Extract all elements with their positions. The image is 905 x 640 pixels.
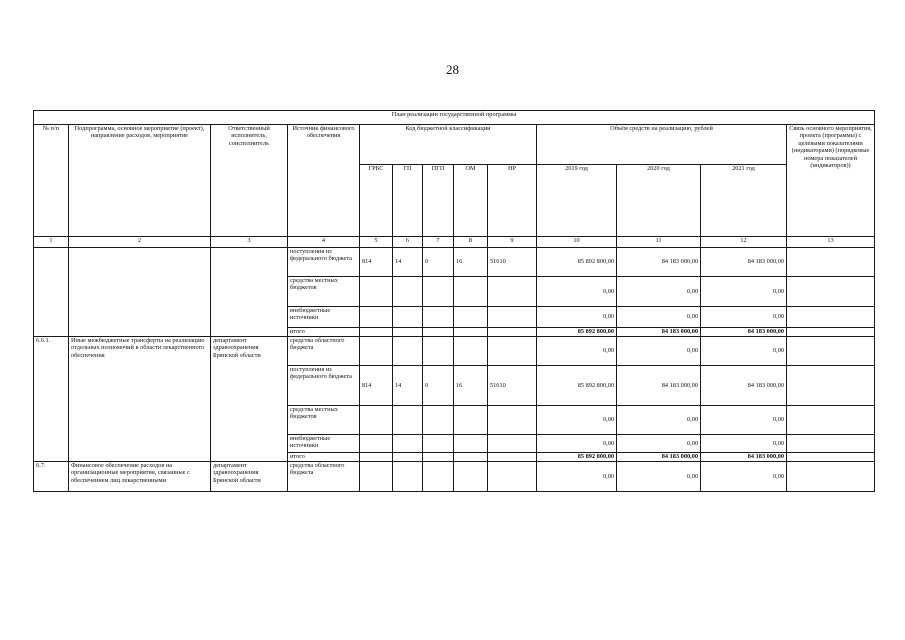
column-number: 3 — [211, 237, 288, 248]
row-title-cell: Финансовое обеспечение расходов на организационные мероприятия, связанные с обеспечением лиц лекарственными — [69, 462, 211, 492]
value-2021-cell: 0,00 — [701, 462, 787, 492]
indicator-link-cell — [787, 453, 875, 462]
value-2020-cell: 0,00 — [617, 277, 701, 307]
indicator-link-cell — [787, 248, 875, 277]
total-2019-cell: 85 892 800,00 — [537, 453, 617, 462]
header-budget-code: Код бюджетной классификации — [360, 125, 537, 165]
column-number: 2 — [69, 237, 211, 248]
source-total-cell: итого — [288, 453, 360, 462]
nr-cell — [488, 337, 537, 366]
value-2020-cell: 0,00 — [617, 462, 701, 492]
header-pgp: ПГП — [423, 165, 454, 237]
grbs-cell: 814 — [360, 366, 393, 406]
value-2020-cell: 84 183 000,00 — [617, 248, 701, 277]
header-gp: ГП — [393, 165, 423, 237]
source-cell: средства областного бюджета — [288, 337, 360, 366]
value-2021-cell: 84 183 000,00 — [701, 248, 787, 277]
value-2021-cell: 0,00 — [701, 435, 787, 453]
gp-cell — [393, 337, 423, 366]
value-2021-cell: 0,00 — [701, 307, 787, 328]
pgp-cell: 0 — [423, 366, 454, 406]
value-2019-cell: 85 892 800,00 — [537, 366, 617, 406]
om-cell — [454, 406, 488, 435]
gp-cell: 14 — [393, 248, 423, 277]
om-cell: 16 — [454, 248, 488, 277]
value-2020-cell: 84 183 000,00 — [617, 366, 701, 406]
nr-cell — [488, 435, 537, 453]
column-number: 9 — [488, 237, 537, 248]
row-title-cell: Иные межбюджетные трансферты на реализацию отдельных полномочий в области лекарственного обеспечения — [69, 337, 211, 462]
total-2020-cell: 84 183 000,00 — [617, 328, 701, 337]
column-number: 7 — [423, 237, 454, 248]
source-cell: поступления из федерального бюджета — [288, 366, 360, 406]
grbs-cell — [360, 328, 393, 337]
value-2019-cell: 0,00 — [537, 435, 617, 453]
om-cell — [454, 307, 488, 328]
row-num-cell: 6.7. — [34, 462, 69, 492]
row-num-cell — [34, 248, 69, 337]
column-number: 13 — [787, 237, 875, 248]
gp-cell — [393, 328, 423, 337]
pgp-cell — [423, 337, 454, 366]
value-2019-cell: 0,00 — [537, 406, 617, 435]
header-volume: Объём средств на реализацию, рублей — [537, 125, 787, 165]
indicator-link-cell — [787, 337, 875, 366]
pgp-cell — [423, 307, 454, 328]
value-2020-cell: 0,00 — [617, 435, 701, 453]
indicator-link-cell — [787, 307, 875, 328]
row-executor-cell — [211, 248, 288, 337]
column-number: 8 — [454, 237, 488, 248]
gp-cell — [393, 462, 423, 492]
header-executor: Ответственный исполнитель, соисполнитель — [211, 125, 288, 237]
column-number: 10 — [537, 237, 617, 248]
page-number: 28 — [446, 62, 459, 77]
pgp-cell: 0 — [423, 248, 454, 277]
pgp-cell — [423, 435, 454, 453]
om-cell — [454, 435, 488, 453]
om-cell — [454, 277, 488, 307]
value-2020-cell: 0,00 — [617, 337, 701, 366]
column-number: 4 — [288, 237, 360, 248]
value-2019-cell: 85 892 800,00 — [537, 248, 617, 277]
grbs-cell — [360, 435, 393, 453]
grbs-cell: 814 — [360, 248, 393, 277]
header-2019: 2019 год — [537, 165, 617, 237]
nr-cell — [488, 328, 537, 337]
source-cell: средства местных бюджетов — [288, 277, 360, 307]
table-title: План реализации государственной программы — [34, 111, 875, 125]
pgp-cell — [423, 453, 454, 462]
value-2021-cell: 0,00 — [701, 277, 787, 307]
header-nr: НР — [488, 165, 537, 237]
header-2020: 2020 год — [617, 165, 701, 237]
source-cell: средства местных бюджетов — [288, 406, 360, 435]
source-cell: поступления из федерального бюджета — [288, 248, 360, 277]
nr-cell — [488, 453, 537, 462]
indicator-link-cell — [787, 328, 875, 337]
header-2021: 2021 год — [701, 165, 787, 237]
value-2019-cell: 0,00 — [537, 337, 617, 366]
row-num-cell: 6.6.1. — [34, 337, 69, 462]
value-2019-cell: 0,00 — [537, 307, 617, 328]
pgp-cell — [423, 328, 454, 337]
grbs-cell — [360, 453, 393, 462]
gp-cell: 14 — [393, 366, 423, 406]
total-2019-cell: 85 892 800,00 — [537, 328, 617, 337]
om-cell: 16 — [454, 366, 488, 406]
row-executor-cell: департамент здравоохранения Брянской области — [211, 337, 288, 462]
indicator-link-cell — [787, 406, 875, 435]
header-source: Источник финансового обеспечения — [288, 125, 360, 237]
value-2020-cell: 0,00 — [617, 406, 701, 435]
value-2021-cell: 84 183 000,00 — [701, 366, 787, 406]
program-plan-table — [33, 110, 875, 492]
pgp-cell — [423, 277, 454, 307]
indicator-link-cell — [787, 462, 875, 492]
om-cell — [454, 328, 488, 337]
total-2021-cell: 84 183 000,00 — [701, 453, 787, 462]
header-link: Связь основного мероприятия, проекта (программы) с целевыми показателями (индикаторами) (порядковые номера показателей (индикаторов)) — [787, 125, 875, 237]
source-cell: средства областного бюджета — [288, 462, 360, 492]
column-number: 11 — [617, 237, 701, 248]
value-2019-cell: 0,00 — [537, 462, 617, 492]
nr-cell: 51610 — [488, 248, 537, 277]
indicator-link-cell — [787, 435, 875, 453]
source-cell: внебюджетные источники — [288, 435, 360, 453]
header-grbs: ГРБС — [360, 165, 393, 237]
header-subprogram: Подпрограмма, основное мероприятие (проект), направление расходов, мероприятие — [69, 125, 211, 237]
column-number: 1 — [34, 237, 69, 248]
column-number: 5 — [360, 237, 393, 248]
nr-cell — [488, 462, 537, 492]
indicator-link-cell — [787, 277, 875, 307]
value-2020-cell: 0,00 — [617, 307, 701, 328]
gp-cell — [393, 435, 423, 453]
grbs-cell — [360, 277, 393, 307]
total-2020-cell: 84 183 000,00 — [617, 453, 701, 462]
nr-cell — [488, 406, 537, 435]
nr-cell: 51610 — [488, 366, 537, 406]
grbs-cell — [360, 406, 393, 435]
header-num: № п/п — [34, 125, 69, 237]
nr-cell — [488, 307, 537, 328]
value-2021-cell: 0,00 — [701, 406, 787, 435]
total-2021-cell: 84 183 000,00 — [701, 328, 787, 337]
nr-cell — [488, 277, 537, 307]
pgp-cell — [423, 462, 454, 492]
row-title-cell — [69, 248, 211, 337]
row-executor-cell: департамент здравоохранения Брянской области — [211, 462, 288, 492]
om-cell — [454, 462, 488, 492]
column-number: 6 — [393, 237, 423, 248]
source-cell: внебюджетные источники — [288, 307, 360, 328]
om-cell — [454, 453, 488, 462]
gp-cell — [393, 453, 423, 462]
value-2019-cell: 0,00 — [537, 277, 617, 307]
gp-cell — [393, 277, 423, 307]
header-om: ОМ — [454, 165, 488, 237]
om-cell — [454, 337, 488, 366]
value-2021-cell: 0,00 — [701, 337, 787, 366]
grbs-cell — [360, 337, 393, 366]
gp-cell — [393, 406, 423, 435]
column-number: 12 — [701, 237, 787, 248]
indicator-link-cell — [787, 366, 875, 406]
gp-cell — [393, 307, 423, 328]
grbs-cell — [360, 307, 393, 328]
grbs-cell — [360, 462, 393, 492]
source-total-cell: итого — [288, 328, 360, 337]
pgp-cell — [423, 406, 454, 435]
